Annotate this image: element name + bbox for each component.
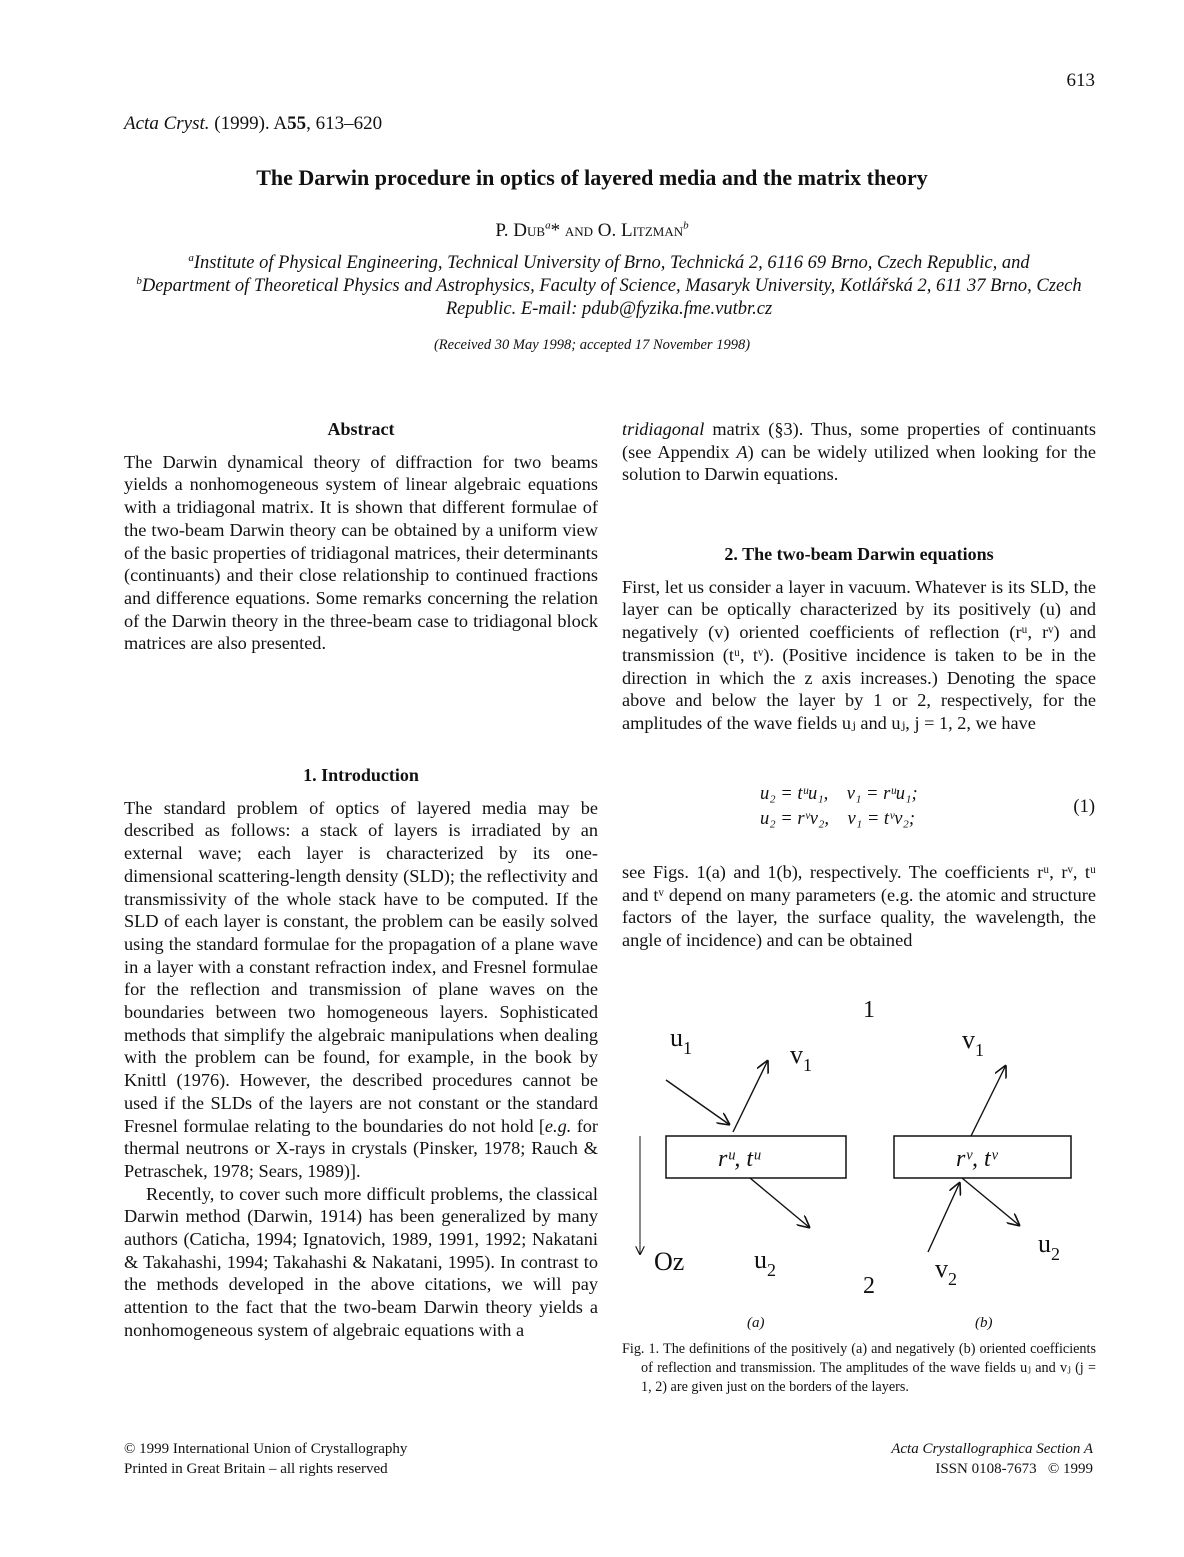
author-1-affil-mark: a xyxy=(545,219,551,232)
journal-pages: , 613–620 xyxy=(306,113,383,134)
label-oz: Oz xyxy=(654,1247,685,1276)
author-2-affil-mark: b xyxy=(683,219,689,232)
footer-copyright: © 1999 International Union of Crystallography Printed in Great Britain – all rights reserved xyxy=(124,1441,408,1477)
abstract-section xyxy=(124,418,598,655)
affiliation-a: $^a$Institute of Physical Engineering, Technical University of Brno, Technická 2, 6116 69 Brno, Czech Republic, and xyxy=(188,251,1030,273)
reflected-arrow-v1 xyxy=(733,1060,768,1132)
layer-label-b: rᵛ, tᵛ xyxy=(956,1146,998,1172)
equation-1-line-1: u₂ = tᵘu₁, v₁ = rᵘu₁; xyxy=(760,784,918,804)
incident-arrow-u1 xyxy=(666,1080,730,1125)
corresponding-mark: * xyxy=(550,220,561,241)
label-v2-b: $v_2$ xyxy=(935,1254,957,1289)
layer-label-a: rᵘ, tᵘ xyxy=(718,1146,761,1172)
journal-name: Acta Cryst. xyxy=(124,113,210,134)
affiliations xyxy=(124,252,1094,321)
panel-a-label: (a) xyxy=(747,1315,765,1331)
section-2 xyxy=(622,543,1096,735)
panel-b-label: (b) xyxy=(975,1315,993,1331)
transmitted-arrow-u2 xyxy=(750,1178,810,1228)
introduction-heading: 1. Introduction xyxy=(303,765,419,785)
section-2-paragraph-2: see Figs. 1(a) and 1(b), respectively. The coefficients rᵘ, rᵛ, tᵘ and tᵛ depend on many parameters (e.g. the atomic and structure factors of the layer, the surface quality, the wavelength, the angle of incidence) and can be obtained xyxy=(622,862,1096,951)
label-v1-b: $v_1$ xyxy=(962,1025,984,1060)
author-1: P. Dub xyxy=(495,220,546,241)
introduction-paragraph-2: Recently, to cover such more difficult problems, the classical Darwin method (Darwin, 1914) has been generalized by many authors (Caticha, 1994; Ignatovich, 1989, 1991, 1992; Nakatani & Takahashi, 1994; Takahashi & Nakatani, 1995). In contrast to the methods developed in the above citations, we will pay attention to the fact that the two-beam Darwin theory yields a nonhomogeneous system of algebraic equations with a xyxy=(124,1183,598,1340)
page-number: 613 xyxy=(1066,70,1095,91)
label-u2-a: $u_2$ xyxy=(754,1245,776,1280)
introduction-paragraph-1: The standard problem of optics of layered media may be described as follows: a stack of layers is irradiated by an external wave; each layer is characterized by its one-dimensional scattering-length density (SLD); the reflectivity and transmissivity of the whole stack have to be computed. If the SLD of each layer is constant, the problem can be easily solved using the standard formulae for the propagation of a plane wave in a layer with a constant refraction index, and Fresnel formulae for the reflection and transmission of plane waves on the boundaries between two homogeneous layers. Sophisticated methods that simplify the algebraic manipulations when dealing with the problem can be found, for example, in the book by Knittl (1976). However, the described procedures cannot be used if the SLDs of the layers are not constant or the standard Fresnel formulae relating to the boundaries do not hold [e.g. for thermal neutrons or X-rays in crystals (Pinsker, 1978; Rauch & Petraschek, 1978; Sears, 1989)]. xyxy=(124,797,599,1181)
equation-1 xyxy=(760,782,918,832)
equation-number: (1) xyxy=(1073,797,1095,817)
abstract-text: The Darwin dynamical theory of diffraction for two beams yields a nonhomogeneous system of linear algebraic equations with a tridiagonal matrix. It is shown that different formulae of the two-beam Darwin theory can be obtained by a uniform view of the basic properties of tridiagonal matrices, their determinants (continuants) and their close relationship to continued fractions and difference equations. Some remarks concerning the relation of the Darwin theory in the three-beam case to tridiagonal block matrices are also presented. xyxy=(124,451,598,654)
journal-reference xyxy=(124,113,382,135)
incident-arrow-v2 xyxy=(928,1182,960,1252)
figure-1-caption: Fig. 1. The definitions of the positively (a) and negatively (b) oriented coefficients of reflection and transmission. The amplitudes of the wave fields uⱼ and vⱼ (j = 1, 2) are given just on the borders of the layers. xyxy=(622,1341,1096,1395)
region-1-label: 1 xyxy=(863,997,875,1023)
transmitted-arrow-v1-b xyxy=(971,1065,1006,1136)
section-2-paragraph-1: First, let us consider a layer in vacuum. Whatever is its SLD, the layer can be optically characterized by its positively (u) and negatively (v) oriented coefficients of reflection (rᵘ, rᵛ) and transmission (tᵘ, tᵛ). (Positive incidence is taken to be in the direction in which the z axis increases.) Denoting the space above and below the layer by 1 or 2, respectively, for the amplitudes of the wave fields uⱼ and uⱼ, j = 1, 2, we have xyxy=(622,576,1096,733)
label-v1-a: $v_1$ xyxy=(790,1040,812,1075)
equation-1-line-2: u₂ = rᵛv₂, v₁ = tᵛv₂; xyxy=(760,809,916,829)
reflected-arrow-u2-b xyxy=(962,1178,1020,1226)
journal-volume: 55 xyxy=(287,113,307,134)
region-2-label: 2 xyxy=(863,1273,875,1299)
affiliation-b: $^b$Department of Theoretical Physics and Astrophysics, Faculty of Science, Masaryk University, Kotlářská 2, 611 37 Brno, Czech Republic. E-mail: pdub@fyzika.fme.vutbr.cz xyxy=(136,274,1082,319)
introduction-section xyxy=(124,764,598,1342)
figure-1 xyxy=(630,990,1100,1331)
panel-b xyxy=(894,1025,1071,1331)
intro-continuation: tridiagonal matrix (§3). Thus, some properties of continuants (see Appendix A) can be widely utilized when looking for the solution to Darwin equations. xyxy=(622,419,1096,485)
author-2: O. Litzman xyxy=(597,220,684,241)
authors-and: and xyxy=(560,220,598,241)
authors xyxy=(0,220,1184,242)
label-u2-b: $u_2$ xyxy=(1038,1229,1060,1264)
journal-year: (1999). A xyxy=(209,113,288,134)
footer-journal-info: Acta Crystallographica Section A ISSN 0108-7673 © 1999 xyxy=(891,1441,1093,1477)
panel-a xyxy=(640,1023,846,1331)
paper-title: The Darwin procedure in optics of layered media and the matrix theory xyxy=(256,165,928,190)
abstract-heading: Abstract xyxy=(327,419,395,439)
label-u1-a: $u_1$ xyxy=(670,1023,692,1058)
section-2-heading: 2. The two-beam Darwin equations xyxy=(724,544,994,564)
received-dates: (Received 30 May 1998; accepted 17 November 1998) xyxy=(433,337,751,353)
